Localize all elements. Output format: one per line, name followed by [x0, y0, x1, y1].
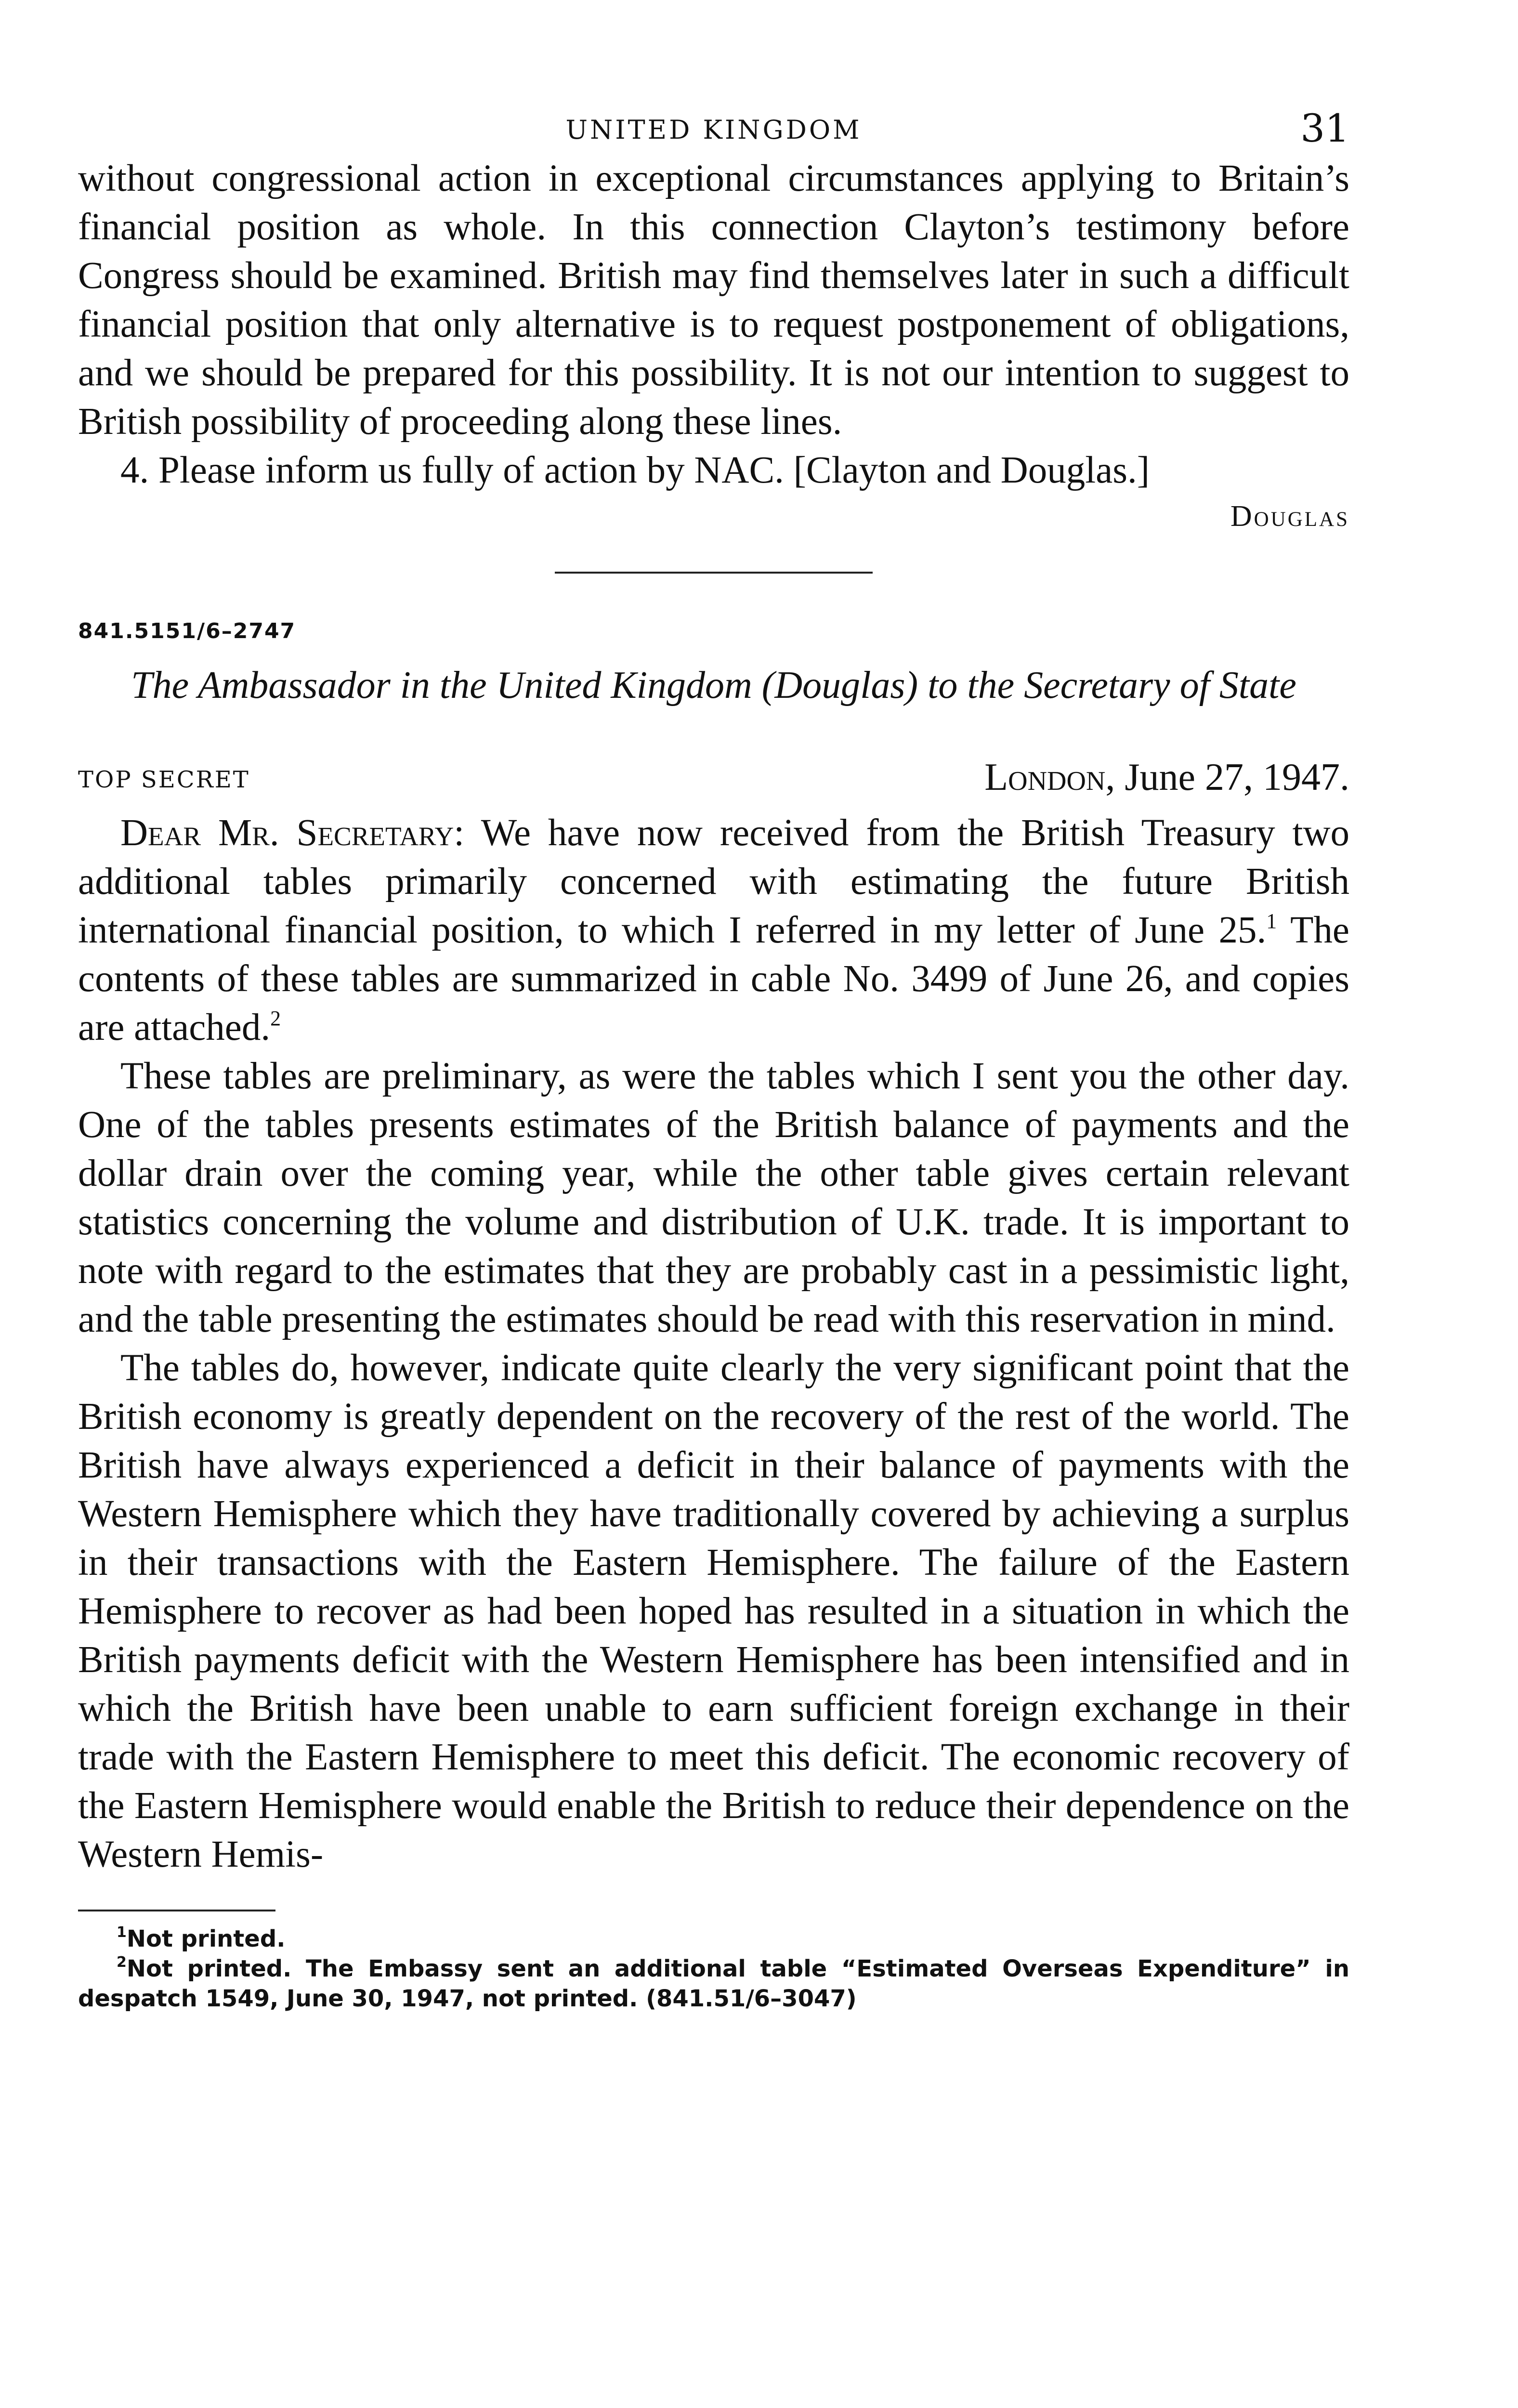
- body-paragraph-3: The tables do, however, indicate quite clearly the very significant point that the British economy is greatly dependent on the recovery of the rest of the world. The British have always experienced a deficit in their balance of payments with the Western Hemisphere which they have traditionally covered by achieving a surplus in their transactions with the Eastern Hemisphere. The failure of the Eastern Hemisphere to recover as had been hoped has resulted in a situation in which the British payments deficit with the Western Hemisphere has been intensified and in which the British have been unable to earn sufficient foreign exchange in their trade with the Eastern Hemisphere to meet this deficit. The economic recovery of the Eastern Hemisphere would enable the British to reduce their dependence on the Western Hemis-: [78, 1347, 1349, 1875]
- numbered-paragraph-4: 4. Please inform us fully of action by NAC. [Clayton and Douglas.]: [120, 449, 1150, 491]
- classification-label: TOP SECRET: [78, 766, 250, 793]
- document-title: The Ambassador in the United Kingdom (Douglas) to the Secretary of State: [131, 664, 1296, 707]
- salutation: Dear Mr. Secretary:: [120, 812, 465, 854]
- footnote-1-text: Not printed.: [126, 1925, 286, 1952]
- file-number: 841.5151/6–2747: [78, 619, 296, 643]
- footnote-ref-1: 1: [1266, 909, 1277, 933]
- body-paragraph-2: These tables are preliminary, as were the tables which I sent you the other day. One of the tables presents estimates of the British balance of payments and the dollar drain over the coming year, while the other table gives certain relevant statistics concerning the volume and distribution of U.K. trade. It is important to note with regard to the estimates that they are probably cast in a pessimistic light, and the table presenting the estimates should be read with this reservation in mind.: [78, 1055, 1349, 1340]
- section-divider: [555, 572, 873, 574]
- document-page: [78, 96, 1349, 2014]
- dateline-city: London,: [984, 756, 1115, 798]
- footnote-2-text: Not printed. The Embassy sent an additional table “Estimated Overseas Expenditure” in despatch 1549, June 30, 1947, not printed. (841.51/6–3047): [78, 1955, 1349, 2012]
- paragraph-1-part-b: The contents of these tables are summarized in cable No. 3499 of June 26, and copies are attached.: [78, 909, 1349, 1048]
- continuation-paragraph: without congressional action in exceptional circumstances applying to Britain’s financial position as whole. In this connection Clayton’s testimony before Congress should be examined. British may find themselves later in such a difficult financial position that only alternative is to request postponement of obligations, and we should be prepared for this possibility. It is not our intention to suggest to British possibility of proceeding along these lines.: [78, 157, 1349, 443]
- footnote-1-marker: 1: [117, 1924, 127, 1941]
- dateline: [984, 756, 1349, 799]
- classification-row: [78, 756, 1349, 809]
- paragraph-1-part-a: We have now received from the British Treasury two additional tables primarily concerned with estimating the future British international financial position, to which I referred in my letter of June 25.: [78, 812, 1349, 951]
- signature-douglas: Douglas: [1230, 500, 1349, 533]
- footnote-2-marker: 2: [117, 1954, 127, 1971]
- footnote-ref-2: 2: [270, 1007, 281, 1030]
- footnote-divider: [78, 1910, 275, 1911]
- footnote-2: [78, 1954, 1349, 2014]
- dateline-date: June 27, 1947.: [1125, 756, 1349, 798]
- body-paragraph-1: [78, 809, 1349, 1052]
- page-number: 31: [1300, 106, 1349, 151]
- running-title: UNITED KINGDOM: [565, 115, 862, 145]
- running-header: [78, 96, 1349, 154]
- footnote-1: [78, 1924, 1349, 1954]
